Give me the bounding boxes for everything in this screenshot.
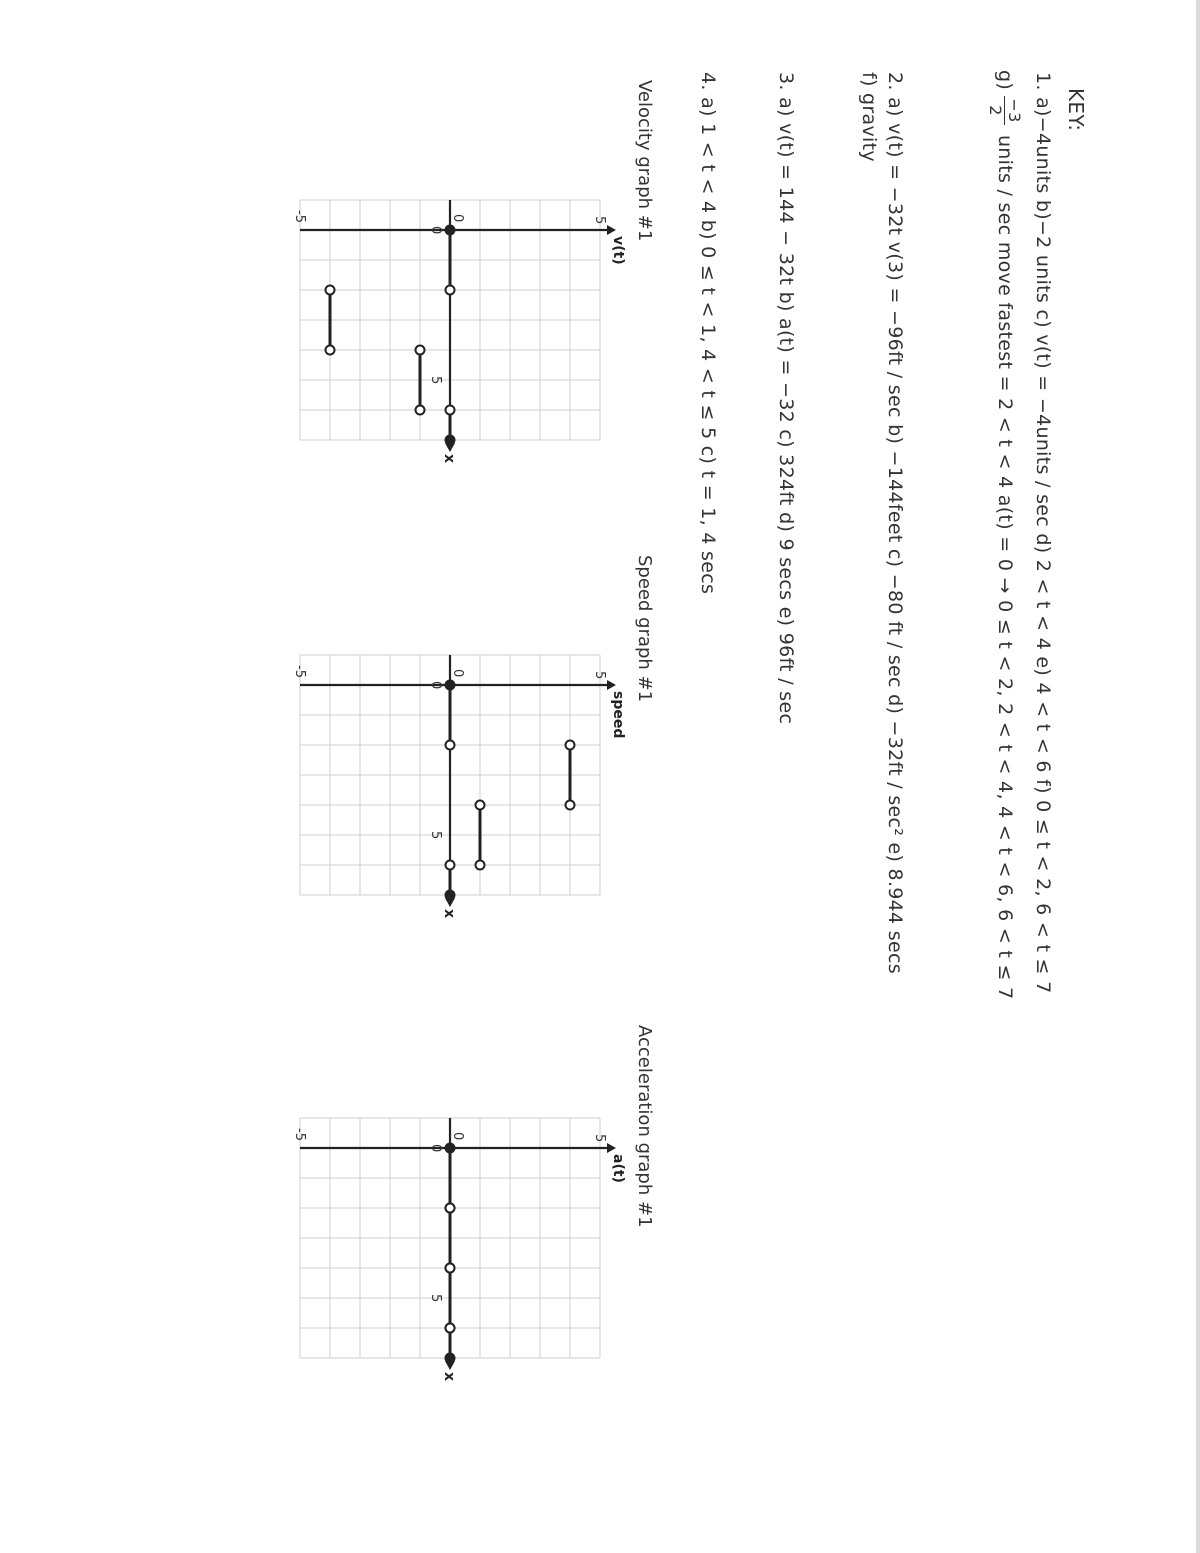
y-tick-label: 5 (592, 216, 607, 225)
fraction-numerator: −3 (1005, 98, 1024, 123)
velocity-graph-title: Velocity graph #1 (634, 80, 655, 242)
open-endpoint (446, 1204, 455, 1213)
open-endpoint (446, 1264, 455, 1273)
x-tick-label: 5 (428, 1294, 443, 1303)
open-endpoint (566, 741, 575, 750)
fraction-denominator: 2 (986, 105, 1005, 116)
open-endpoint (446, 741, 455, 750)
open-endpoint (566, 801, 575, 810)
speed-graph-title: Speed graph #1 (634, 555, 655, 703)
y-axis-arrow (607, 225, 616, 235)
y-tick-label: 5 (592, 671, 607, 680)
y-axis-label: a(t) (610, 1154, 626, 1183)
open-endpoint (446, 861, 455, 870)
velocity-graph (230, 150, 626, 470)
closed-endpoint (446, 681, 455, 690)
open-endpoint (416, 406, 425, 415)
acceleration-graph-title: Acceleration graph #1 (634, 1025, 655, 1228)
closed-endpoint (446, 1144, 455, 1153)
answer-1g-prefix: g) (994, 70, 1016, 91)
answer-1g-fraction (987, 96, 1022, 124)
y-tick-label: 0 (450, 214, 465, 223)
open-endpoint (446, 286, 455, 295)
open-endpoint (446, 1324, 455, 1333)
answer-line-1g (987, 70, 1022, 999)
open-endpoint (476, 861, 485, 870)
x-tick-label: 5 (428, 831, 443, 840)
y-tick-label: 0 (450, 1132, 465, 1141)
open-endpoint (446, 406, 455, 415)
y-tick-label: 5 (592, 1134, 607, 1143)
x-tick-label: 0 (428, 1144, 443, 1153)
x-tick-label: 5 (428, 376, 443, 385)
answer-line-1: 1. a)−4units b)−2 units c) v(t) = −4units / sec d) 2 < t < 4 e) 4 < t < 6 f) 0 ≤ t < 2, 6 < t ≤ 7 (1032, 72, 1054, 994)
answer-line-3: 3. a) v(t) = 144 − 32t b) a(t) = −32 c) 324ft d) 9 secs e) 96ft / sec (775, 72, 797, 725)
y-tick-label: -5 (292, 665, 307, 678)
open-endpoint (476, 801, 485, 810)
x-tick-label: 0 (428, 681, 443, 690)
x-tick-label: 0 (428, 226, 443, 235)
closed-endpoint (446, 891, 455, 900)
closed-endpoint (446, 226, 455, 235)
y-axis-label: v(t) (610, 236, 626, 265)
y-tick-label: 0 (450, 669, 465, 678)
y-axis-arrow (607, 680, 616, 690)
y-axis-arrow (607, 1143, 616, 1153)
closed-endpoint (446, 436, 455, 445)
answer-line-2: 2. a) v(t) = −32t v(3) = −96ft / sec b) −144feet c) −80 ft / sec d) −32ft / sec² e) 8.944 secs (884, 72, 906, 974)
speed-graph (230, 605, 626, 925)
x-axis-label: x (441, 1372, 457, 1382)
open-endpoint (326, 286, 335, 295)
y-axis-label: speed (610, 691, 626, 739)
scan-edge-shadow (1196, 0, 1200, 1553)
open-endpoint (416, 346, 425, 355)
acceleration-graph (230, 1068, 626, 1388)
closed-endpoint (446, 1354, 455, 1363)
x-axis-label: x (441, 454, 457, 464)
open-endpoint (326, 346, 335, 355)
answer-1g-rest: units / sec move fastest = 2 < t < 4 a(t) = 0 → 0 ≤ t < 2, 2 < t < 4, 4 < t < 6, 6 < t ≤ 7 (994, 134, 1016, 1000)
answer-line-4: 4. a) 1 < t < 4 b) 0 ≤ t < 1, 4 < t ≤ 5 c) t = 1, 4 secs (697, 72, 719, 595)
y-tick-label: -5 (292, 210, 307, 223)
key-title: KEY: (1064, 88, 1088, 132)
answer-line-2f: f) gravity (858, 72, 880, 162)
y-tick-label: -5 (292, 1128, 307, 1141)
x-axis-label: x (441, 909, 457, 919)
